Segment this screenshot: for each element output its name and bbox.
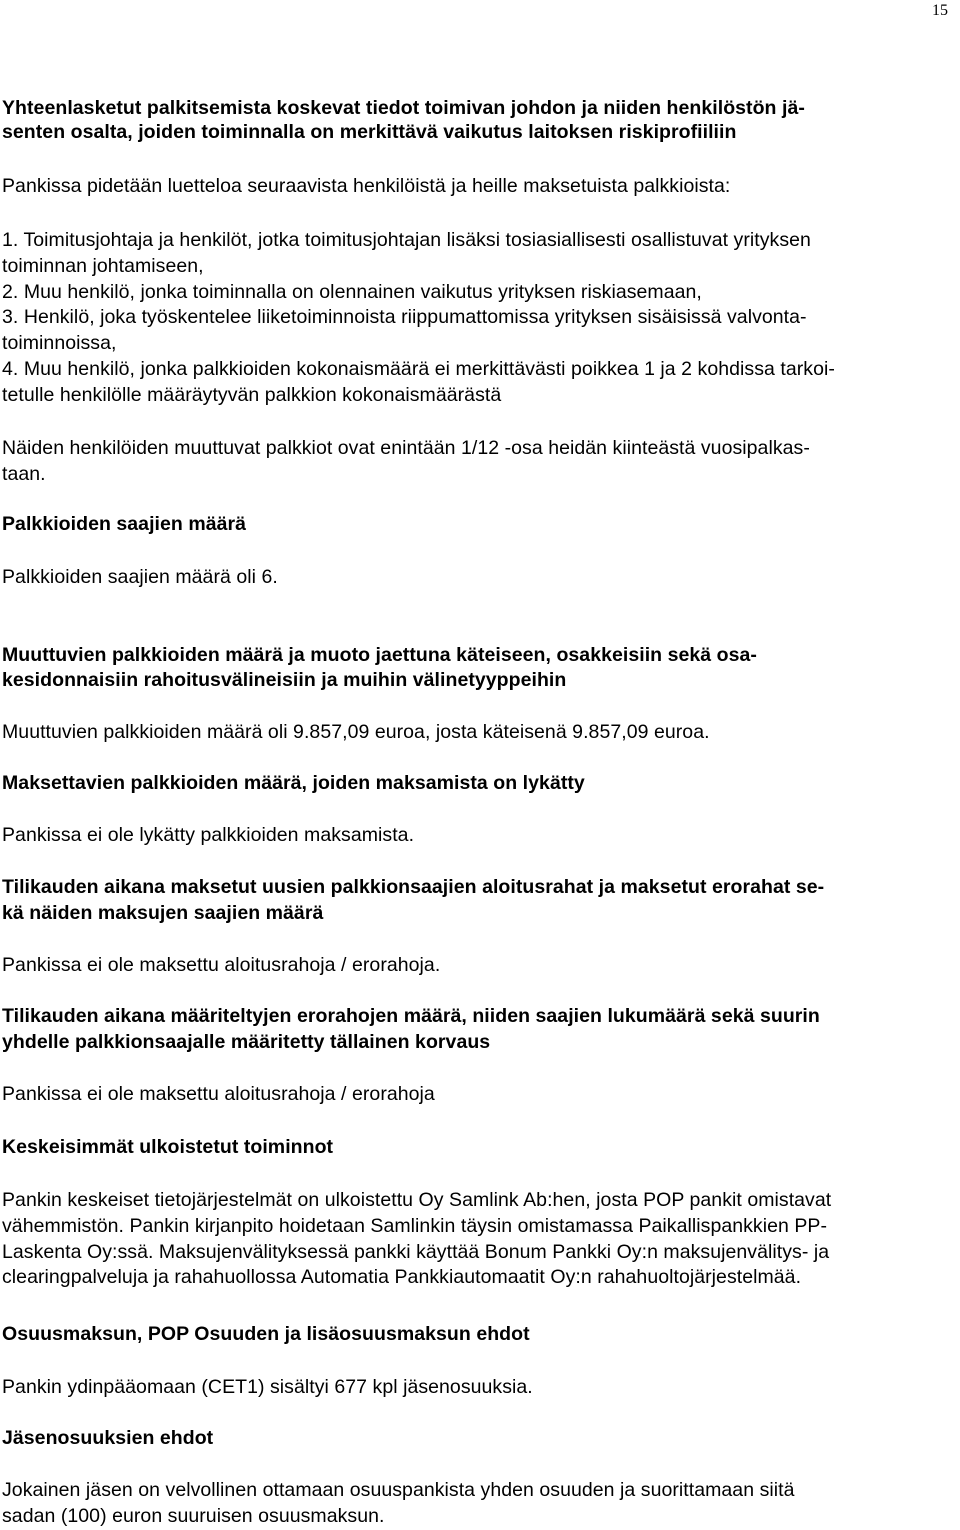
list-item: toiminnoissa, xyxy=(2,332,117,354)
section-heading: Tilikauden aikana määriteltyjen erorahojen määrä, niiden saajien lukumäärä sekä suurin xyxy=(2,1005,820,1027)
paragraph: Muuttuvien palkkioiden määrä oli 9.857,09 euroa, josta käteisenä 9.857,09 euroa. xyxy=(2,721,710,743)
paragraph: Pankissa pidetään luetteloa seuraavista henkilöistä ja heille maksetuista palkkioista: xyxy=(2,175,731,197)
paragraph: Pankin keskeiset tietojärjestelmät on ulkoistettu Oy Samlink Ab:hen, josta POP pankit omistavat xyxy=(2,1189,832,1211)
paragraph: Jokainen jäsen on velvollinen ottamaan osuuspankista yhden osuuden ja suorittamaan siitä xyxy=(2,1479,795,1501)
section-heading: Jäsenosuuksien ehdot xyxy=(2,1427,214,1449)
section-heading: Palkkioiden saajien määrä xyxy=(2,513,247,535)
section-heading: Maksettavien palkkioiden määrä, joiden maksamista on lykätty xyxy=(2,772,585,794)
list-item: 3. Henkilö, joka työskentelee liiketoiminnoista riippumattomissa yrityksen sisäisissä valvonta- xyxy=(2,306,807,328)
section-heading: Tilikauden aikana maksetut uusien palkkionsaajien aloitusrahat ja maksetut erorahat se- xyxy=(2,876,825,898)
section-heading: Muuttuvien palkkioiden määrä ja muoto jaettuna käteiseen, osakkeisiin sekä osa- xyxy=(2,644,757,666)
section-heading: Yhteenlasketut palkitsemista koskevat tiedot toimivan johdon ja niiden henkilöstön jä- xyxy=(2,97,805,119)
section-heading: yhdelle palkkionsaajalle määritetty tällainen korvaus xyxy=(2,1031,491,1053)
paragraph: vähemmistön. Pankin kirjanpito hoidetaan Samlinkin täysin omistamassa Paikallispankkien PP- xyxy=(2,1215,828,1237)
list-item: toiminnan johtamiseen, xyxy=(2,255,204,277)
list-item: 2. Muu henkilö, jonka toiminnalla on olennainen vaikutus yrityksen riskiasemaan, xyxy=(2,281,702,303)
section-heading: Keskeisimmät ulkoistetut toiminnot xyxy=(2,1136,334,1158)
page-number: 15 xyxy=(932,2,948,19)
list-item: 1. Toimitusjohtaja ja henkilöt, jotka toimitusjohtajan lisäksi tosiasiallisesti osallistuvat yrityksen xyxy=(2,229,811,251)
section-heading: senten osalta, joiden toiminnalla on merkittävä vaikutus laitoksen riskiprofiiliin xyxy=(2,121,737,143)
paragraph: Pankissa ei ole maksettu aloitusrahoja / erorahoja xyxy=(2,1083,435,1105)
paragraph: Näiden henkilöiden muuttuvat palkkiot ovat enintään 1/12 -osa heidän kiinteästä vuosipalkas- xyxy=(2,437,810,459)
section-heading: Osuusmaksun, POP Osuuden ja lisäosuusmaksun ehdot xyxy=(2,1323,530,1345)
section-heading: kä näiden maksujen saajien määrä xyxy=(2,902,324,924)
paragraph: Palkkioiden saajien määrä oli 6. xyxy=(2,566,278,588)
paragraph: sadan (100) euron suuruisen osuusmaksun. xyxy=(2,1505,385,1527)
paragraph: Pankissa ei ole maksettu aloitusrahoja / erorahoja. xyxy=(2,954,441,976)
paragraph: Pankissa ei ole lykätty palkkioiden maksamista. xyxy=(2,824,415,846)
paragraph: Laskenta Oy:ssä. Maksujenvälityksessä pankki käyttää Bonum Pankki Oy:n maksujenvälitys- ja xyxy=(2,1241,830,1263)
list-item: 4. Muu henkilö, jonka palkkioiden kokonaismäärä ei merkittävästi poikkea 1 ja 2 kohdissa tarkoi- xyxy=(2,358,835,380)
section-heading: kesidonnaisiin rahoitusvälineisiin ja muihin välinetyyppeihin xyxy=(2,669,567,691)
paragraph: clearingpalveluja ja rahahuollossa Automatia Pankkiautomaatit Oy:n rahahuoltojärjestelmää. xyxy=(2,1266,802,1288)
paragraph: Pankin ydinpääomaan (CET1) sisältyi 677 kpl jäsenosuuksia. xyxy=(2,1376,533,1398)
list-item: tetulle henkilölle määräytyvän palkkion kokonaismäärästä xyxy=(2,384,502,406)
paragraph: taan. xyxy=(2,463,46,485)
